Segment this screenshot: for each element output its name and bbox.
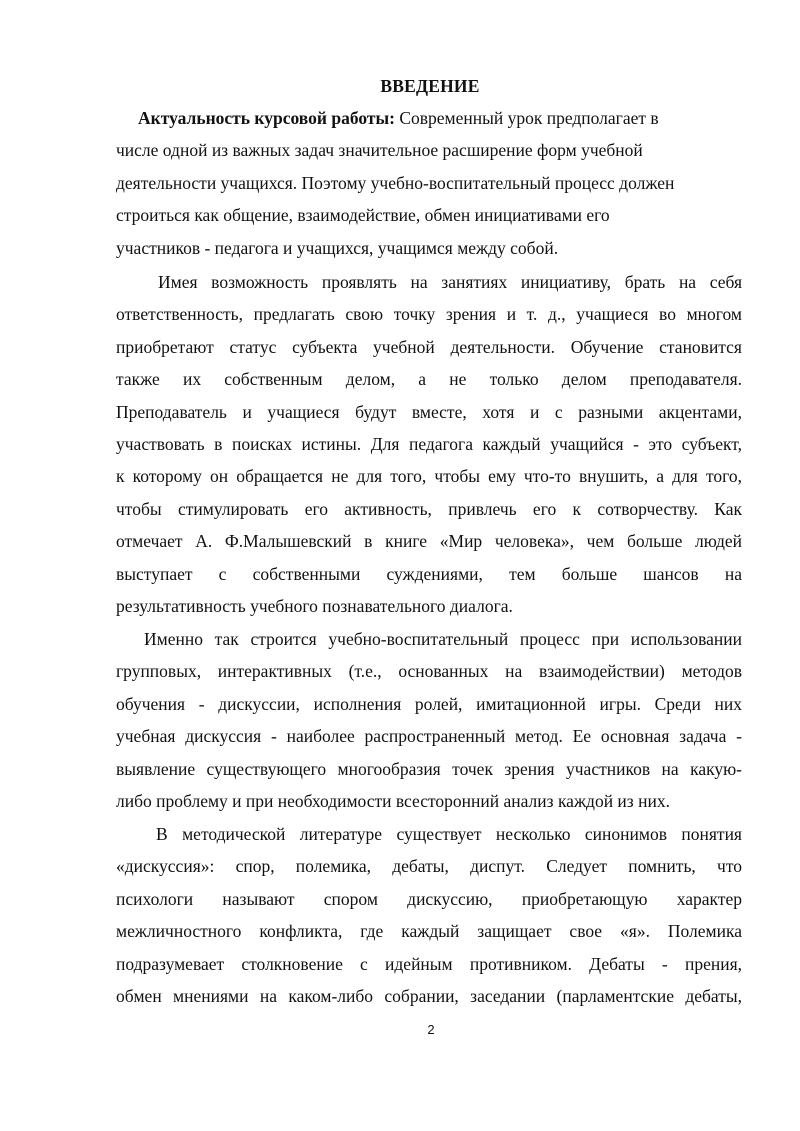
- paragraph-line: выступает с собственными суждениями, тем больше шансов на: [116, 563, 742, 584]
- paragraph-line: «дискуссия»: спор, полемика, дебаты, диспут. Следует помнить, что: [116, 856, 742, 877]
- paragraph-line: числе одной из важных задач значительное расширение форм учебной: [116, 140, 643, 161]
- paragraph-line: Преподаватель и учащиеся будут вместе, хотя и с разными акцентами,: [116, 401, 742, 422]
- paragraph-line: участвовать в поисках истины. Для педагога каждый учащийся - это субъект,: [116, 433, 742, 454]
- paragraph-line: В методической литературе существует несколько синонимов понятия: [156, 824, 742, 844]
- paragraph-line: чтобы стимулировать его активность, привлечь его к сотворчеству. Как: [116, 498, 742, 519]
- paragraph-line: групповых, интерактивных (т.е., основанных на взаимодействии) методов: [116, 661, 742, 682]
- relevance-text: Современный урок предполагает в: [394, 108, 659, 128]
- paragraph-line: к которому он обращается не для того, чтобы ему что-то внушить, а для того,: [116, 466, 742, 487]
- paragraph-line: участников - педагога и учащихся, учащимся между собой.: [116, 237, 559, 258]
- paragraph-synonyms: [116, 818, 742, 1012]
- relevance-label: Актуальность курсовой работы:: [138, 108, 395, 128]
- paragraph-line: обучения - дискуссии, исполнения ролей, имитационной игры. Среди них: [116, 693, 742, 714]
- paragraph-line: строиться как общение, взаимодействие, обмен инициативами его: [116, 205, 610, 226]
- paragraph-line: психологи называют спором дискуссию, приобретающую характер: [116, 888, 742, 909]
- paragraph-line: межличностного конфликта, где каждый защищает свое «я». Полемика: [116, 921, 742, 942]
- paragraph-line: результативность учебного познавательного диалога.: [116, 595, 513, 616]
- paragraph-line: также их собственным делом, а не только делом преподавателя.: [116, 369, 742, 390]
- paragraph-line: Именно так строится учебно-воспитательный процесс при использовании: [144, 629, 742, 649]
- paragraph-initiative: [116, 266, 742, 622]
- paragraph-relevance: [116, 102, 742, 264]
- paragraph-line: учебная дискуссия - наиболее распространенный метод. Ее основная задача -: [116, 726, 742, 747]
- paragraph-line: деятельности учащихся. Поэтому учебно-воспитательный процесс должен: [116, 172, 675, 193]
- paragraph-line: либо проблему и при необходимости всесторонний анализ каждой из них.: [116, 790, 670, 811]
- paragraph-line: обмен мнениями на каком-либо собрании, заседании (парламентские дебаты,: [116, 985, 742, 1006]
- paragraph-line: приобретают статус субъекта учебной деятельности. Обучение становится: [116, 336, 742, 357]
- paragraph-line: [116, 102, 742, 134]
- section-heading: ВВЕДЕНИЕ: [380, 76, 480, 96]
- paragraph-line: выявление существующего многообразия точек зрения участников на какую-: [116, 758, 742, 779]
- paragraph-line: ответственность, предлагать свою точку зрения и т. д., учащиеся во многом: [116, 304, 742, 325]
- paragraph-line: подразумевает столкновение с идейным противником. Дебаты - прения,: [116, 953, 742, 974]
- paragraph-line: отмечает А. Ф.Малышевский в книге «Мир человека», чем больше людей: [116, 531, 742, 552]
- page-number: 2: [427, 1022, 435, 1037]
- paragraph-discussion-method: [116, 623, 742, 817]
- paragraph-line: Имея возможность проявлять на занятиях инициативу, брать на себя: [158, 272, 742, 292]
